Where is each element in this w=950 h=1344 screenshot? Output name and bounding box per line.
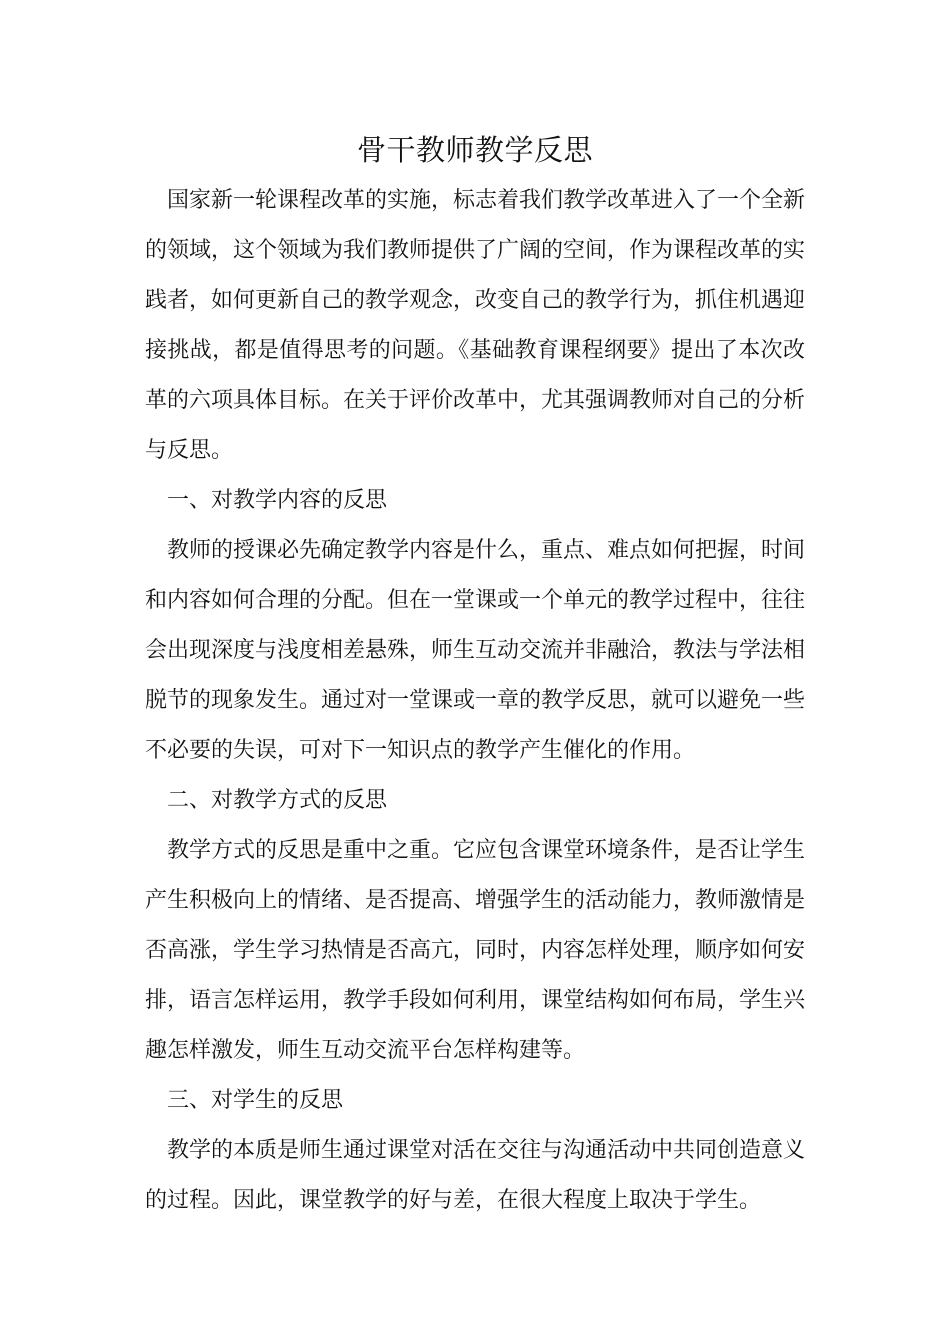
paragraph-content: 教师的授课必先确定教学内容是什么，重点、难点如何把握，时间和内容如何合理的分配。但在一堂课或一个单元的教学过程中，往往会出现深度与浅度相差悬殊，师生互动交流并非融洽，教法与学法相脱节的现象发生。通过对一堂课或一章的教学反思，就可以避免一些不必要的失误，可对下一知识点的教学产生催化的作用。 (145, 538, 806, 763)
document-title: 骨干教师教学反思 (356, 133, 593, 167)
section-heading-method: 二、对教学方式的反思 (167, 788, 388, 813)
paragraph-intro: 国家新一轮课程改革的实施，标志着我们教学改革进入了一个全新的领域，这个领域为我们教师提供了广阔的空间，作为课程改革的实践者，如何更新自己的教学观念，改变自己的教学行为，抓住机遇迎接挑战，都是值得思考的问题。《基础教育课程纲要》提出了本次改革的六项具体目标。在关于评价改革中，尤其强调教师对自己的分析与反思。 (145, 188, 806, 463)
paragraph-method: 教学方式的反思是重中之重。它应包含课堂环境条件，是否让学生产生积极向上的情绪、是否提高、增强学生的活动能力，教师激情是否高涨，学生学习热情是否高亢，同时，内容怎样处理，顺序如何安排，语言怎样运用，教学手段如何利用，课堂结构如何布局，学生兴趣怎样激发，师生互动交流平台怎样构建等。 (145, 838, 806, 1063)
section-heading-content: 一、对教学内容的反思 (167, 488, 388, 513)
section-heading-students: 三、对学生的反思 (167, 1088, 344, 1113)
document-body (145, 176, 805, 1226)
paragraph-students: 教学的本质是师生通过课堂对活在交往与沟通活动中共同创造意义的过程。因此，课堂教学的好与差，在很大程度上取决于学生。 (145, 1138, 806, 1213)
